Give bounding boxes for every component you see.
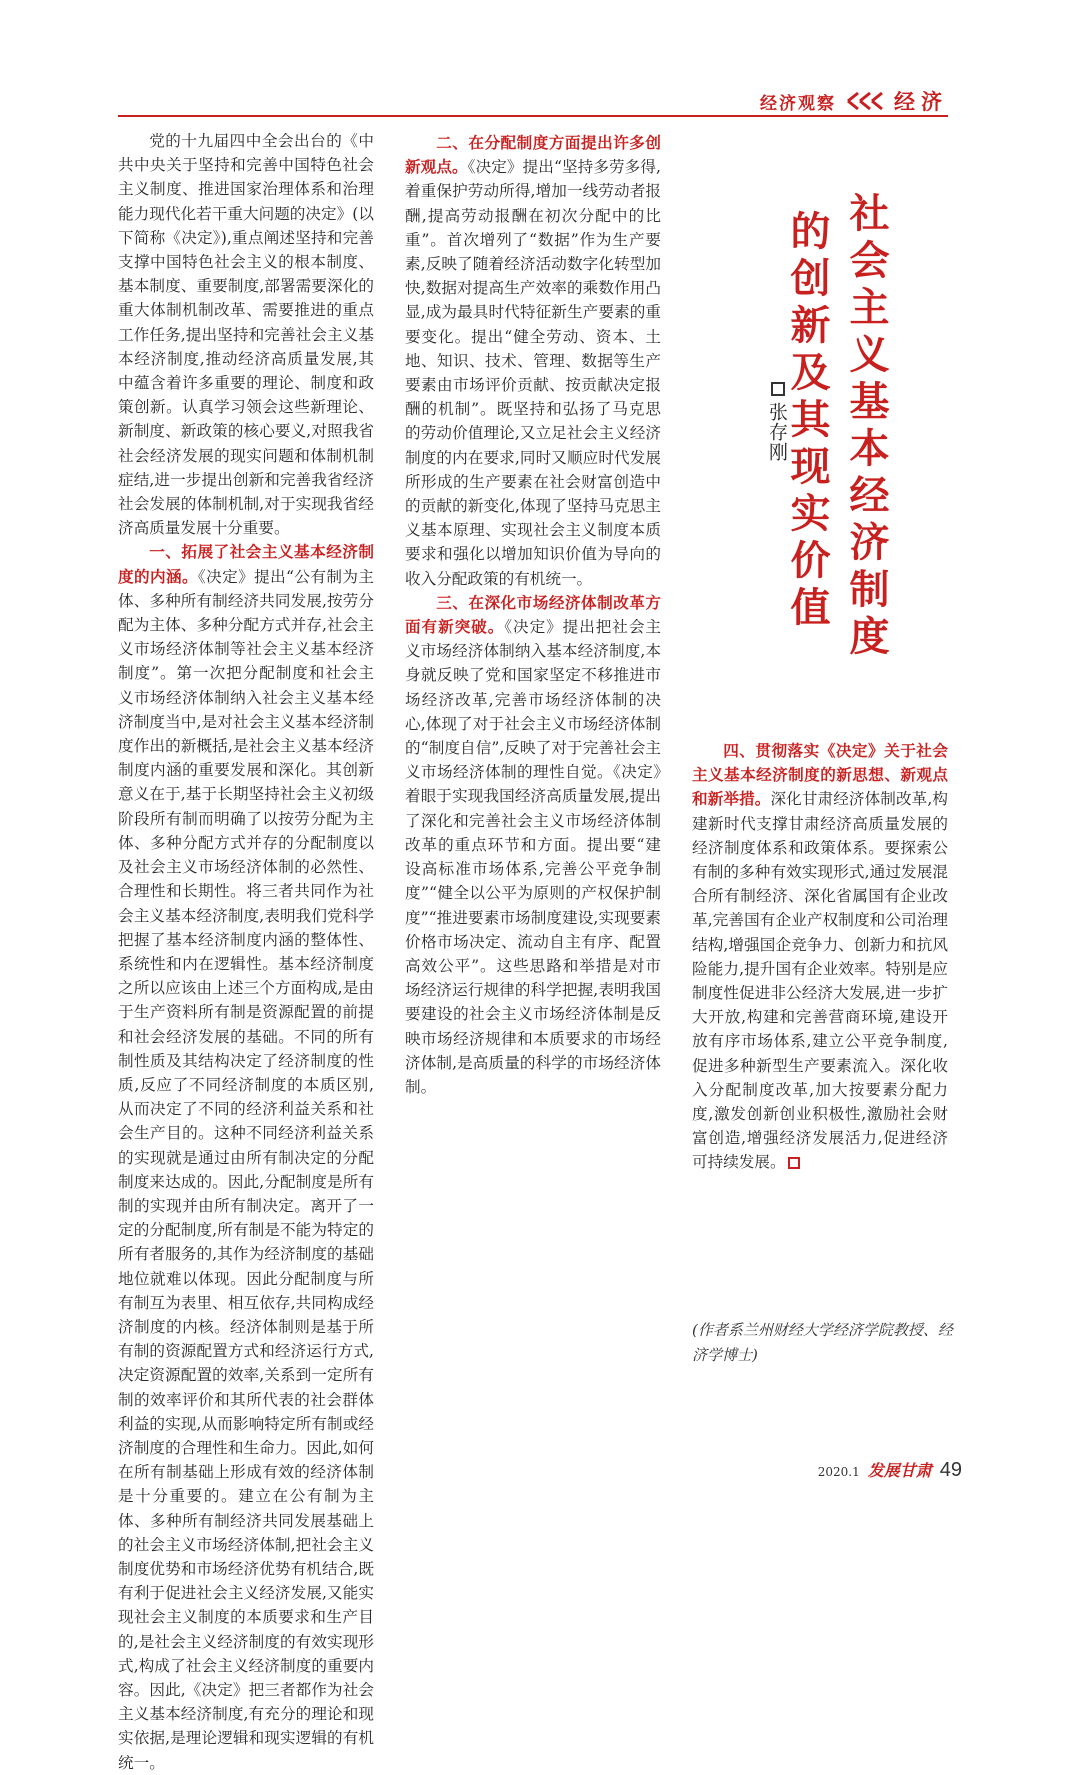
body-section-2: 《决定》提出“坚持多劳多得,着重保护劳动所得,增加一线劳动者报酬,提高劳动报酬在初次分配中的比重”。首次增列了“数据”作为生产要素,反映了随着经济活动数字化转型加快,数据对提高生产效率的乘数作用凸显,成为最具时代特征新生产要素的重要变化。提出“健全劳动、资本、土地、知识、技术、管理、数据等生产要素由市场评价贡献、按贡献决定报酬的机制”。既坚持和弘扬了马克思的劳动价值理论,又立足社会主义经济制度的内在要求,同时又顺应时代发展所形成的生产要素在社会财富创造中的贡献的新变化,体现了坚持马克思主义基本原理、实现社会主义制度本质要求和强化以增加知识价值为导向的收入分配政策的有机统一。 <box>405 158 661 588</box>
paragraph-section-4 <box>692 739 948 1175</box>
body-section-1: 《决定》提出“公有制为主体、多种所有制经济共同发展,按劳分配为主体、多种分配方式并存,社会主义市场经济体制等社会主义基本经济制度”。第一次把分配制度和社会主义市场经济体制纳入社会主义基本经济制度当中,是对社会主义基本经济制度作出的新概括,是社会主义基本经济制度内涵的重要发展和深化。其创新意义在于,基于长期坚持社会主义初级阶段所有制而明确了以按劳分配为主体、多种分配方式并存的分配制度以及社会主义市场经济体制的必然性、合理性和长期性。将三者共同作为社会主义基本经济制度,表明我们党科学把握了基本经济制度内涵的整体性、系统性和内在逻辑性。基本经济制度之所以应该由上述三个方面构成,是由于生产资料所有制是资源配置的前提和社会经济发展的基础。不同的所有制性质及其结构决定了经济制度的性质,反应了不同经济制度的本质区别,从而决定了不同的经济利益关系和社会生产目的。这种不同经济利益关系的实现就是通过由所有制决定的分配制度来达成的。因此,分配制度是所有制的实现并由所有制决定。离开了一定的分配制度,所有制是不能为特定的所有者服务的,其作为经济制度的基础地位就难以体现。因此分配制度与所有制互为表里、相互依存,共同构成经济制度的内核。经济体制则是基于所有制的资源配置方式和经济运行方式,决定资源配置的效率,关系到一定所有制的效率评价和其所代表的社会群体利益的实现,从而影响特定所有制或经济制度的合理性和生命力。因此,如何在所有制基础上形成有效的经济体制是十分重要的。建立在公有制为主体、多种所有制经济共同发展基础上的社会主义市场经济体制,把社会主义制度优势和市场经济优势有机结合,既有利于促进社会主义经济发展,又能实现社会主义制度的本质要求和生产目的,是社会主义经济制度的有效实现形式,构成了社会主义经济制度的重要内容。因此,《决定》把三者都作为社会主义基本经济制度,有充分的理论和现实依据,是理论逻辑和现实逻辑的有机统一。 <box>118 567 374 1772</box>
paragraph-section-2 <box>405 131 661 591</box>
paragraph-section-1 <box>118 540 374 1774</box>
header-rule <box>118 115 948 117</box>
article-column-flow <box>118 129 374 1775</box>
article-title-line-1: 社会主义基本经济制度 <box>843 192 889 662</box>
page-number: 49 <box>939 1459 962 1481</box>
body-section-3: 《决定》提出把社会主义市场经济体制纳入基本经济制度,本身就反映了党和国家坚定不移推进市场经济改革,完善市场经济体制的决心,体现了对于社会主义市场经济体制的“制度自信”,反映了对于完善社会主义市场经济体制的理性自觉。《决定》着眼于实现我国经济高质量发展,提出了深化和完善社会主义市场经济体制改革的重点环节和方面。提出要“建设高标准市场体系,完善公平竞争制度”“健全以公平为原则的产权保护制度”“推进要素市场制度建设,实现要素价格市场决定、流动自主有序、配置高效公平”。这些思路和举措是对市场经济运行规律的科学把握,表明我国要建设的社会主义市场经济体制是反映市场经济规律和本质要求的市场经济体制,是高质量的科学的市场经济体制。 <box>405 618 661 1096</box>
section-header <box>760 86 948 116</box>
article-column-3 <box>692 739 948 1175</box>
magazine-name: 发展甘肃 <box>867 1461 932 1480</box>
issue-number: 2020.1 <box>817 1465 860 1479</box>
article-column-2 <box>405 131 661 1099</box>
section-title: 经济 <box>894 90 948 114</box>
page-footer <box>818 1458 962 1482</box>
paragraph-section-3 <box>405 591 661 1099</box>
author-note: (作者系兰州财经大学经济学院教授、经济学博士) <box>692 1321 953 1364</box>
body-section-4: 深化甘肃经济体制改革,构建新时代支撑甘肃经济高质量发展的经济制度体系和政策体系。要探索公有制的多种有效实现形式,通过发展混合所有制经济、深化省属国有企业改革,完善国有企业产权制度和公司治理结构,增强国企竞争力、创新力和抗风险能力,提升国有企业效率。特别是应制度性促进非公经济大发展,进一步扩大开放,构建和完善营商环境,建设开放有序市场体系,建立公平竞争制度,促进多种新型生产要素流入。深化收入分配制度改革,加大按要素分配力度,激发创新创业积极性,激励社会财富创造,增强经济发展活力,促进经济可持续发展。 <box>692 790 948 1172</box>
section-ornament-icon <box>846 90 884 112</box>
byline-box-icon <box>771 382 785 396</box>
byline <box>737 382 818 462</box>
author-name: 张存刚 <box>766 402 788 462</box>
heading-section-2: 二、在分配制度方面提出许多创新观点。 <box>405 133 661 177</box>
end-mark-icon <box>788 1157 800 1169</box>
section-label: 经济观察 <box>760 93 836 114</box>
article-title-line-2: 的创新及其现实价值 <box>784 210 830 633</box>
heading-section-3: 三、在深化市场经济体制改革方面有新突破。 <box>405 592 661 637</box>
heading-section-4: 四、贯彻落实《决定》关于社会主义基本经济制度的新思想、新观点和新举措。 <box>692 741 948 809</box>
paragraph-intro: 党的十九届四中全会出台的《中共中央关于坚持和完善中国特色社会主义制度、推进国家治理体系和治理能力现代化若干重大问题的决定》(以下简称《决定》),重点阐述坚持和完善支撑中国特色社会主义的根本制度、基本制度、重要制度,部署需要深化的重大体制机制改革、需要推进的重点工作任务,提出坚持和完善社会主义基本经济制度,推动经济高质量发展,其中蕴含着许多重要的理论、制度和政策创新。认真学习领会这些新理论、新制度、新政策的核心要义,对照我省社会经济发展的现实问题和体制机制症结,进一步提出创新和完善我省经济社会发展的体制机制,对于实现我省经济高质量发展十分重要。 <box>118 132 374 538</box>
heading-section-1: 一、拓展了社会主义基本经济制度的内涵。 <box>118 542 374 586</box>
